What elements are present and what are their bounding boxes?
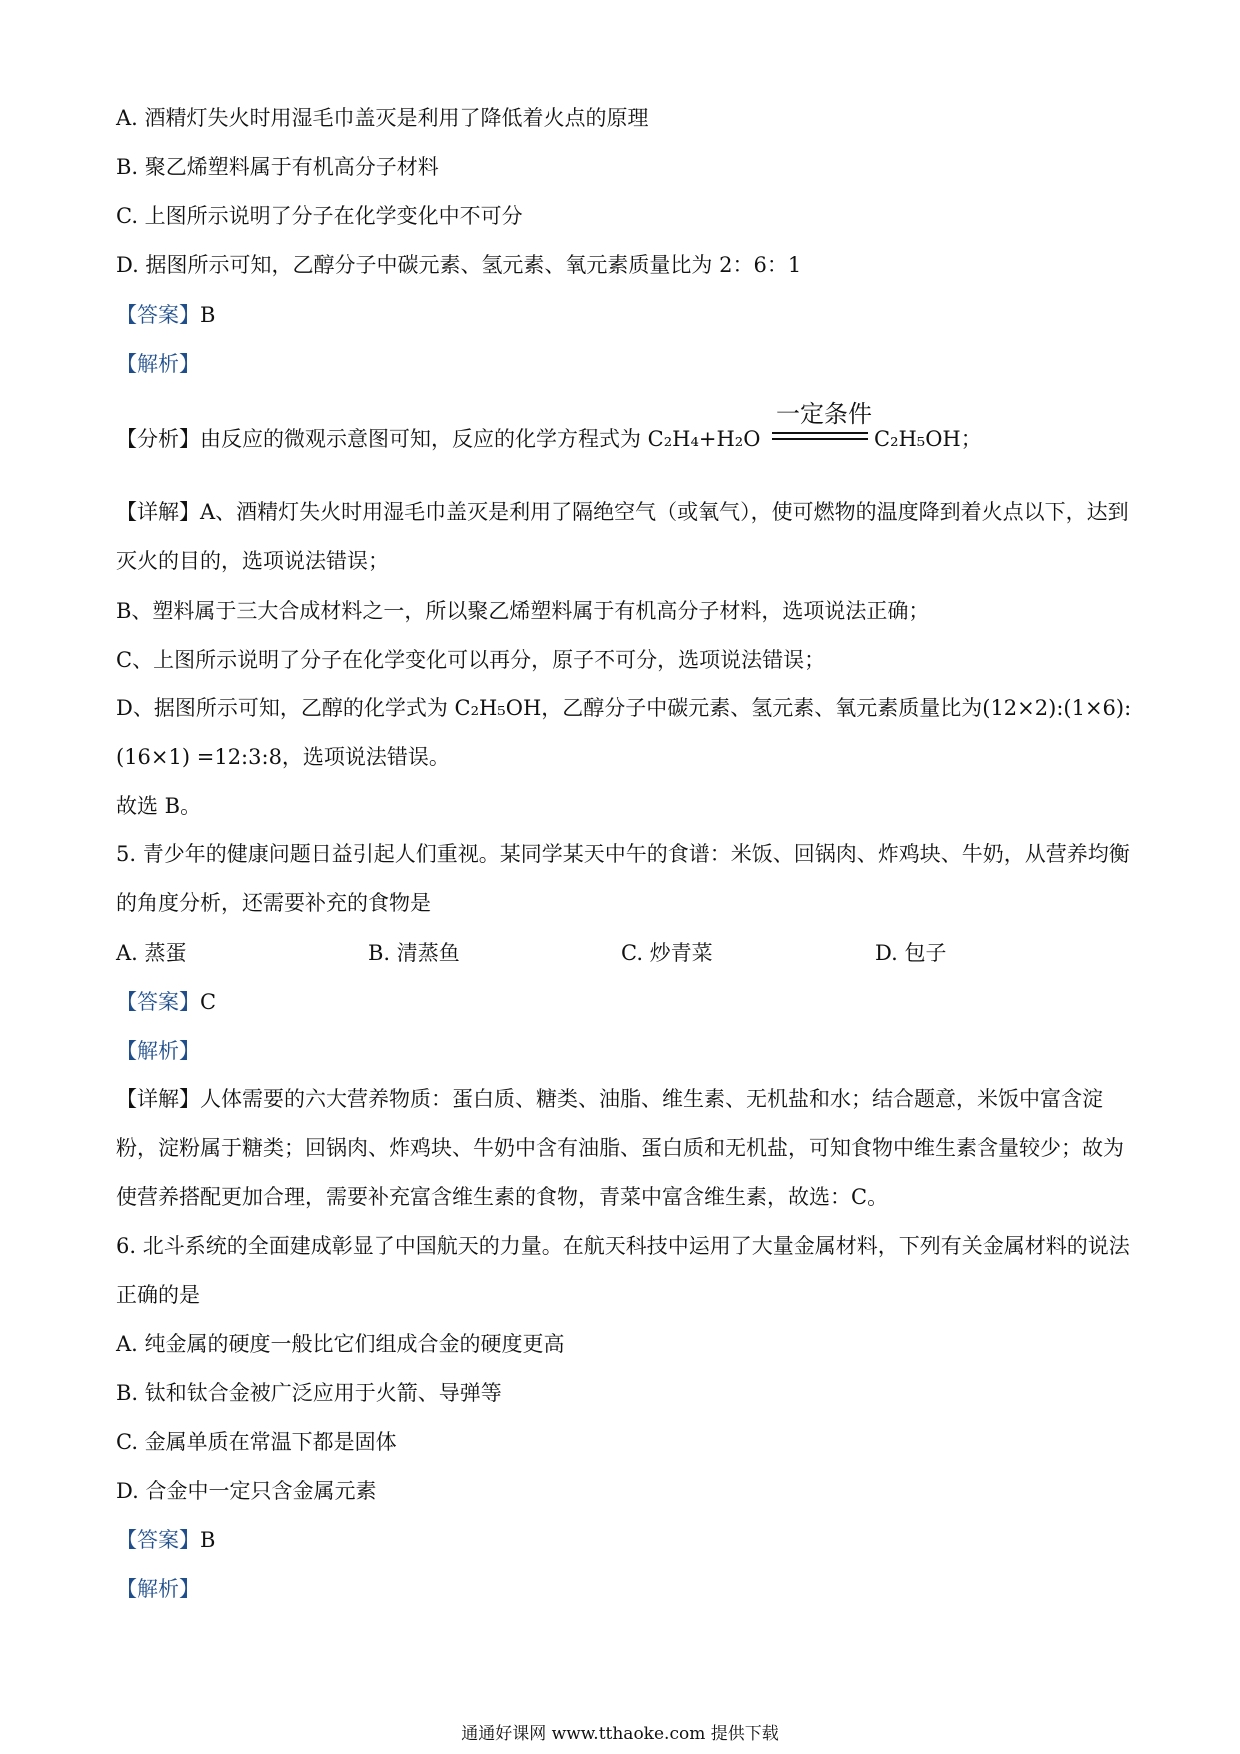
equation-condition: 一定条件 — [776, 400, 872, 428]
analysis-tag: 【解析】 — [116, 1039, 200, 1063]
q6-answer-line — [116, 1526, 215, 1554]
page-footer: 通通好课网 www.tthaoke.com 提供下载 — [461, 1724, 779, 1744]
detail-tag: 【详解】 — [116, 500, 200, 524]
q6-option-d: D. 合金中一定只含金属元素 — [116, 1479, 377, 1503]
detail-tag: 【详解】 — [116, 1087, 200, 1111]
q5-option-c: C. 炒青菜 — [621, 941, 713, 965]
fenxi-tag: 【分析】 — [116, 427, 200, 451]
q6-question: 6. 北斗系统的全面建成彰显了中国航天的力量。在航天科技中运用了大量金属材料，下列有关金属材料的说法正确的是 — [116, 1234, 1130, 1307]
q4-option-a: A. 酒精灯失火时用湿毛巾盖灭是利用了降低着火点的原理 — [116, 106, 649, 130]
q4-analysis-heading — [116, 350, 200, 378]
q5-answer-value: C — [200, 990, 217, 1014]
q5-option-b: B. 清蒸鱼 — [368, 941, 460, 965]
analysis-tag: 【解析】 — [116, 1577, 200, 1601]
q5-analysis-heading — [116, 1037, 200, 1065]
q5-answer-line — [116, 988, 216, 1016]
q6-option-b: B. 钛和钛合金被广泛应用于火箭、导弹等 — [116, 1381, 502, 1405]
q4-detail-c: C、上图所示说明了分子在化学变化可以再分，原子不可分，选项说法错误； — [116, 648, 826, 672]
equation-product: C₂H₅OH； — [874, 427, 982, 451]
q4-detail-b: B、塑料属于三大合成材料之一，所以聚乙烯塑料属于有机高分子材料，选项说法正确； — [116, 599, 930, 623]
q6-answer-value: B — [200, 1528, 216, 1552]
q4-conclusion: 故选 B。 — [116, 794, 202, 818]
q4-option-d: D. 据图所示可知，乙醇分子中碳元素、氢元素、氧元素质量比为 2：6：1 — [116, 253, 802, 277]
q5-option-d: D. 包子 — [875, 941, 947, 965]
q6-analysis-heading — [116, 1575, 200, 1603]
q4-detail-d: D、据图所示可知，乙醇的化学式为 C₂H₅OH，乙醇分子中碳元素、氢元素、氧元素质量比为(12×2):(1×6):(16×1) =12:3:8，选项说法错误。 — [116, 696, 1132, 769]
q4-option-c: C. 上图所示说明了分子在化学变化中不可分 — [116, 204, 523, 228]
answer-tag: 【答案】 — [116, 990, 200, 1014]
q5-option-a: A. 蒸蛋 — [116, 941, 187, 965]
equation-bar-bottom — [772, 438, 868, 440]
q4-fenxi-line — [116, 425, 760, 453]
q4-answer-value: B — [200, 303, 216, 327]
q4-option-b: B. 聚乙烯塑料属于有机高分子材料 — [116, 155, 439, 179]
q4-detail-a — [116, 488, 1132, 586]
q6-option-a: A. 纯金属的硬度一般比它们组成合金的硬度更高 — [116, 1332, 565, 1356]
q4-detail-a-text: A、酒精灯失火时用湿毛巾盖灭是利用了隔绝空气（或氧气），使可燃物的温度降到着火点以下，达到灭火的目的，选项说法错误； — [116, 500, 1129, 573]
q5-detail-text: 人体需要的六大营养物质：蛋白质、糖类、油脂、维生素、无机盐和水；结合题意，米饭中富含淀粉，淀粉属于糖类；回锅肉、炸鸡块、牛奶中含有油脂、蛋白质和无机盐，可知食物中维生素含量较少；故为使营养搭配更加合理，需要补充富含维生素的食物，青菜中富含维生素，故选：C。 — [116, 1087, 1124, 1209]
q5-detail — [116, 1075, 1132, 1222]
analysis-tag: 【解析】 — [116, 352, 200, 376]
q5-question: 5. 青少年的健康问题日益引起人们重视。某同学某天中午的食谱：米饭、回锅肉、炸鸡块、牛奶，从营养均衡的角度分析，还需要补充的食物是 — [116, 842, 1130, 915]
q4-answer-line — [116, 301, 215, 329]
q4-fenxi-text: 由反应的微观示意图可知，反应的化学方程式为 C₂H₄+H₂O — [200, 427, 761, 451]
answer-tag: 【答案】 — [116, 1528, 200, 1552]
answer-tag: 【答案】 — [116, 303, 200, 327]
q6-option-c: C. 金属单质在常温下都是固体 — [116, 1430, 397, 1454]
equation-bar-top — [772, 432, 868, 434]
